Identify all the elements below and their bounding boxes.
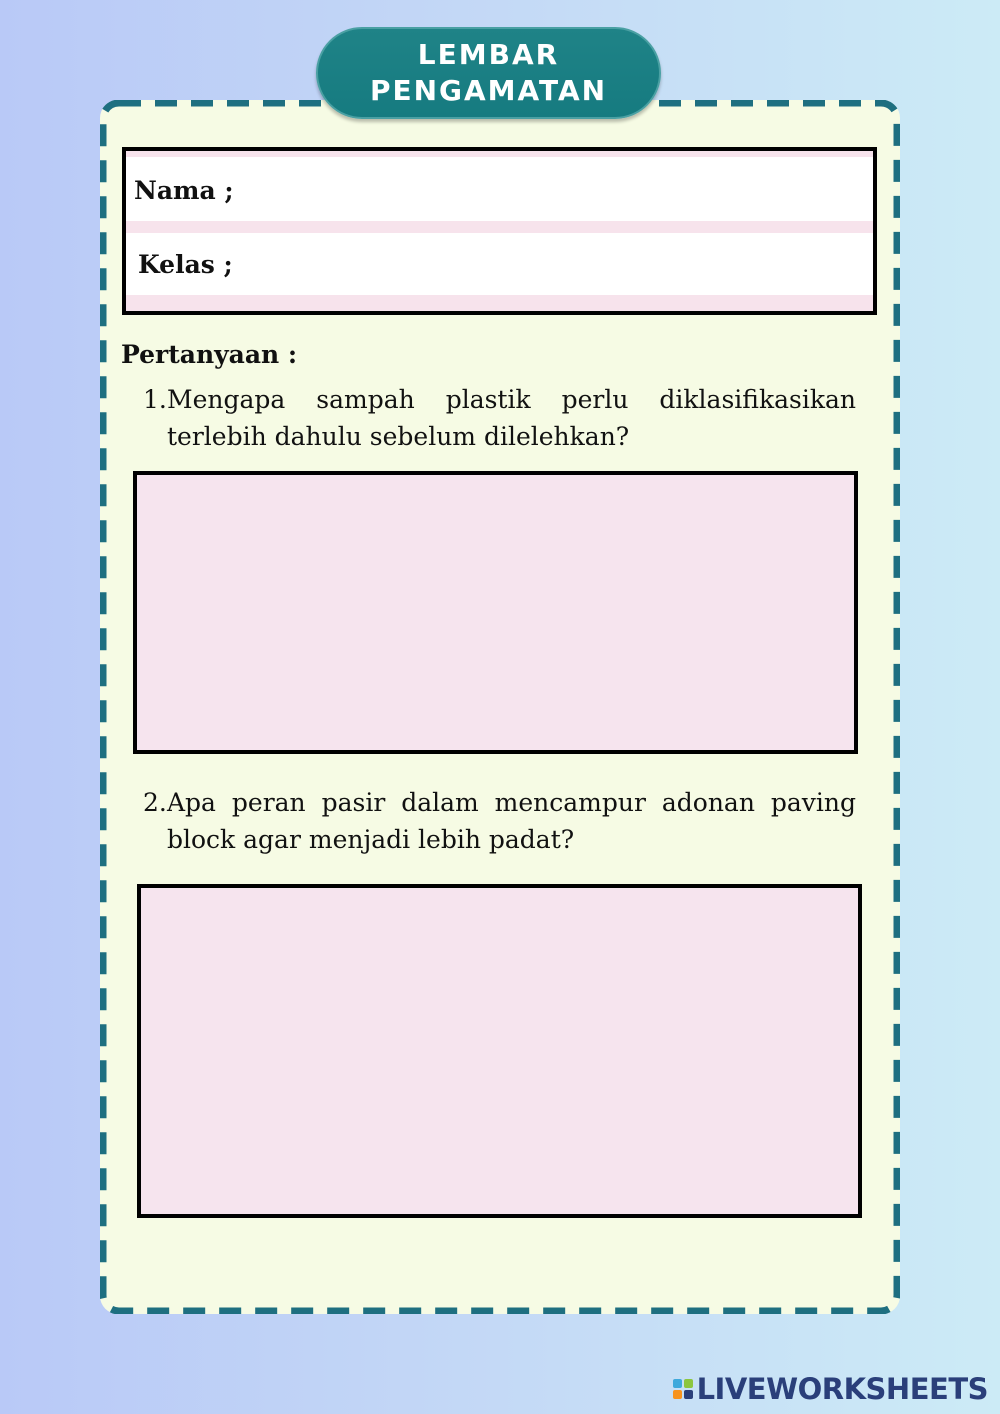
question-text: Mengapa sampah plastik perlu diklasifikasikan terlebih dahulu sebelum dilelehkan? [167, 385, 856, 451]
identity-box [122, 147, 877, 315]
title-line-2: PENGAMATAN [369, 74, 608, 107]
stripe [126, 295, 873, 311]
questions-heading: Pertanyaan : [121, 340, 298, 369]
class-row[interactable] [126, 233, 873, 295]
question-2 [143, 784, 856, 860]
question-text: Apa peran pasir dalam mencampur adonan paving block agar menjadi lebih padat? [167, 788, 856, 854]
liveworksheets-logo-icon [673, 1379, 693, 1399]
question-number: 1. [143, 385, 167, 414]
brand-name: LIVEWORKSHEETS [696, 1372, 988, 1406]
liveworksheets-logo [673, 1372, 988, 1406]
stripe [126, 221, 873, 233]
title-line-1: LEMBAR [417, 38, 560, 71]
question-number: 2. [143, 788, 167, 817]
answer-box-1[interactable] [133, 471, 858, 754]
question-1 [143, 381, 856, 457]
class-label: Kelas ; [138, 250, 233, 279]
worksheet-title [316, 27, 661, 119]
name-row[interactable] [126, 157, 873, 221]
name-label: Nama ; [134, 176, 234, 205]
answer-box-2[interactable] [137, 884, 862, 1218]
